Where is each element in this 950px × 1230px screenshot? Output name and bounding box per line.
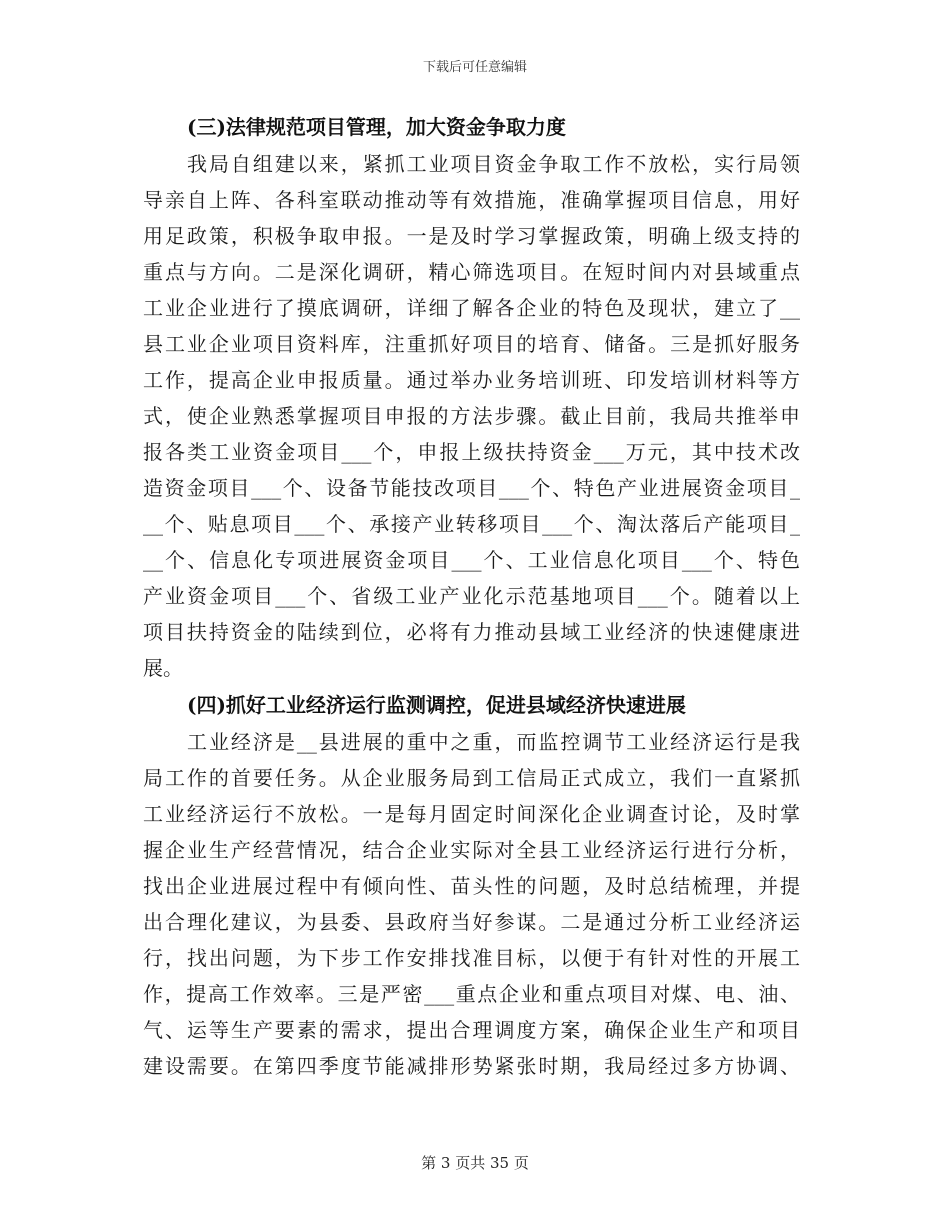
section-4 <box>143 686 800 1084</box>
paragraph-line: 工作，提高企业申报质量。通过举办业务培训班、印发培训材料等方 <box>143 368 800 392</box>
section-3 <box>143 108 800 686</box>
paragraph-line: __个、贴息项目___个、承接产业转移项目___个、淘汰落后产能项目_ <box>143 512 800 536</box>
section-heading: (四)抓好工业经济运行监测调控，促进县域经济快速进展 <box>187 693 686 717</box>
paragraph-line: 行，找出问题，为下步工作安排找准目标，以便于有针对性的开展工 <box>143 946 800 970</box>
paragraph-line: 我局自组建以来，紧抓工业项目资金争取工作不放松，实行局领 <box>187 152 800 176</box>
paragraph-line: 气、运等生产要素的需求，提出合理调度方案，确保企业生产和项目 <box>143 1018 800 1042</box>
paragraph-line: 造资金项目___个、设备节能技改项目___个、特色产业进展资金项目_ <box>143 476 800 500</box>
page-number: 第 3 页共 35 页 <box>421 1154 529 1172</box>
section-heading: (三)法律规范项目管理，加大资金争取力度 <box>187 115 566 139</box>
paragraph-line: 报各类工业资金项目___个，申报上级扶持资金___万元，其中技术改 <box>143 440 800 464</box>
paragraph-line: __个、信息化专项进展资金项目___个、工业信息化项目___个、特色 <box>143 548 800 572</box>
document-body <box>143 108 800 1084</box>
paragraph-line: 找出企业进展过程中有倾向性、苗头性的问题，及时总结梳理，并提 <box>143 874 800 898</box>
paragraph-line: 工业企业进行了摸底调研，详细了解各企业的特色及现状，建立了__ <box>143 296 800 320</box>
page-header-note: 下载后可任意编辑 <box>422 60 527 75</box>
paragraph-line: 局工作的首要任务。从企业服务局到工信局正式成立，我们一直紧抓 <box>143 766 800 790</box>
paragraph-line: 握企业生产经营情况，结合企业实际对全县工业经济运行进行分析， <box>143 838 800 862</box>
paragraph-line: 导亲自上阵、各科室联动推动等有效措施，准确掌握项目信息，用好 <box>143 188 800 212</box>
paragraph-line: 式，使企业熟悉掌握项目申报的方法步骤。截止目前，我局共推举申 <box>143 404 800 428</box>
paragraph-line: 项目扶持资金的陆续到位，必将有力推动县域工业经济的快速健康进 <box>143 620 800 644</box>
paragraph-line: 作，提高工作效率。三是严密___重点企业和重点项目对煤、电、油、 <box>143 982 800 1006</box>
paragraph-line: 产业资金项目___个、省级工业产业化示范基地项目___个。随着以上 <box>143 584 800 608</box>
paragraph-line: 建设需要。在第四季度节能减排形势紧张时期，我局经过多方协调、 <box>143 1054 800 1078</box>
paragraph-line: 县工业企业项目资料库，注重抓好项目的培育、储备。三是抓好服务 <box>143 332 800 356</box>
paragraph-line: 重点与方向。二是深化调研，精心筛选项目。在短时间内对县域重点 <box>143 260 800 284</box>
paragraph-line: 展。 <box>143 656 183 680</box>
paragraph-line: 工业经济是__县进展的重中之重，而监控调节工业经济运行是我 <box>187 730 800 754</box>
paragraph-line: 工业经济运行不放松。一是每月固定时间深化企业调查讨论，及时掌 <box>143 802 800 826</box>
paragraph-line: 出合理化建议，为县委、县政府当好参谋。二是通过分析工业经济运 <box>143 910 800 934</box>
paragraph-line: 用足政策，积极争取申报。一是及时学习掌握政策，明确上级支持的 <box>143 224 800 248</box>
